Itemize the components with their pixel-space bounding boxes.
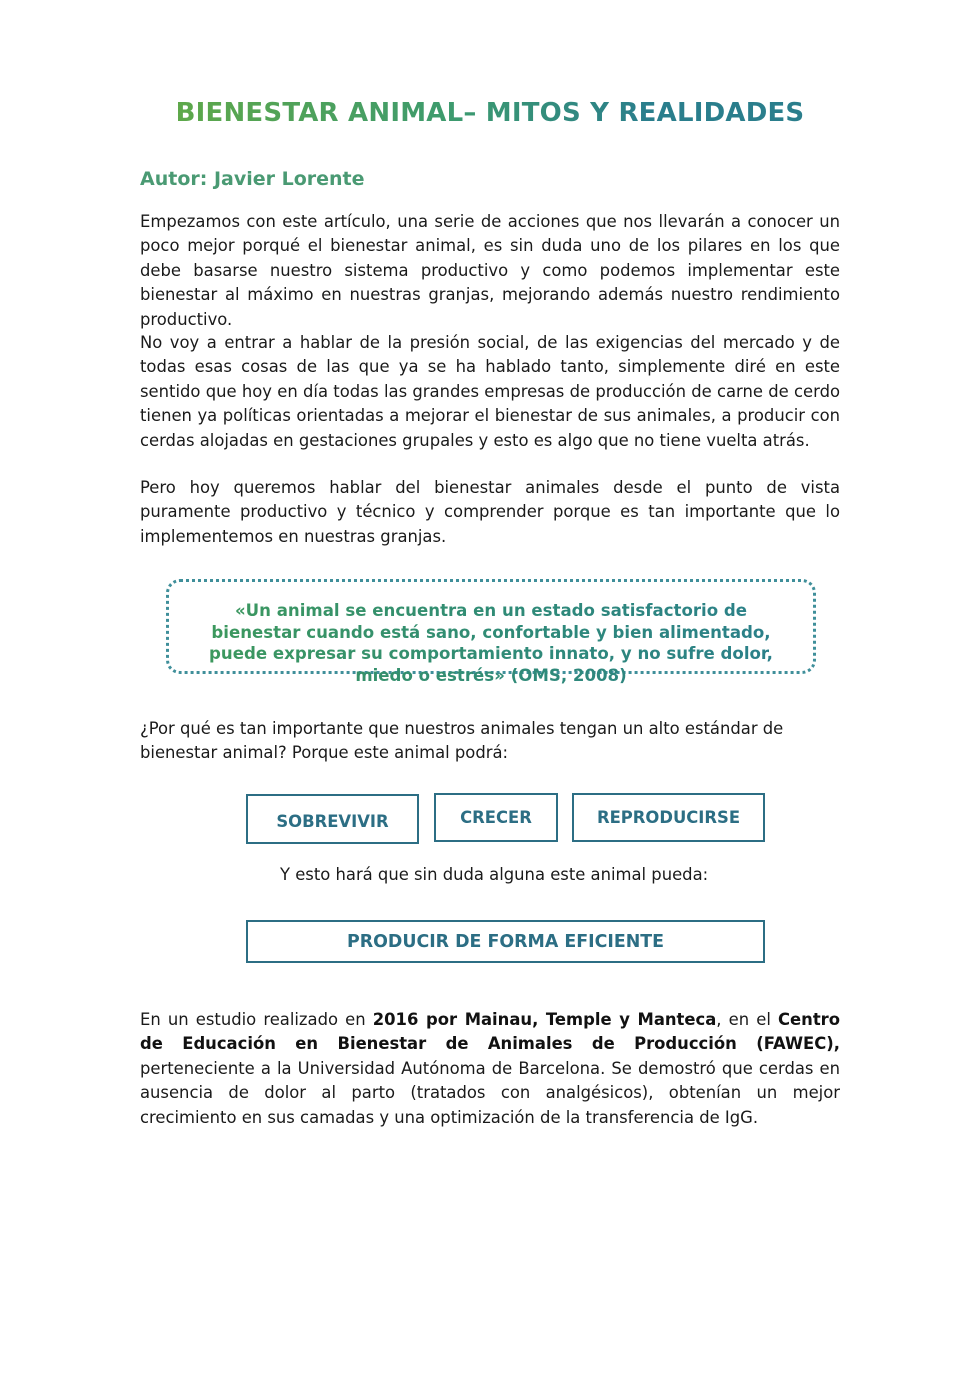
ability-box-crecer: CRECER: [434, 793, 558, 842]
ability-box-sobrevivir: SOBREVIVIR: [246, 794, 419, 844]
result-box-producir: PRODUCIR DE FORMA EFICIENTE: [246, 920, 765, 963]
author-line: Autor: Javier Lorente: [140, 168, 365, 190]
ability-box-reproducirse: REPRODUCIRSE: [572, 793, 765, 842]
page-title: BIENESTAR ANIMAL– MITOS Y REALIDADES: [175, 98, 805, 128]
oms-quote: «Un animal se encuentra en un estado satisfactorio de bienestar cuando está sano, confortable y bien alimentado, puede expresar su comportamiento innato, y no sufre dolor, miedo o estrés» (OMS, 2008): [169, 600, 813, 686]
question-paragraph: ¿Por qué es tan importante que nuestros animales tengan un alto estándar de bienestar animal? Porque este animal podrá:: [140, 719, 784, 763]
quote-box: [166, 579, 816, 685]
study-paragraph: [140, 1008, 840, 1130]
paragraph-intro: Empezamos con este artículo, una serie de acciones que nos llevarán a conocer un poco mejor porqué el bienestar animal, es sin duda uno de los pilares en los que debe basarse nuestro sistema productivo y como podemos implementar este bienestar al máximo en nuestras granjas, mejorando además nuestro rendimiento productivo.: [140, 212, 840, 329]
study-authors: 2016 por Mainau, Temple y Manteca: [372, 1010, 717, 1029]
study-text-1: En un estudio realizado en: [140, 1010, 373, 1029]
study-text-2: , en el: [716, 1010, 778, 1029]
paragraph-social-pressure: No voy a entrar a hablar de la presión social, de las exigencias del mercado y de todas esas cosas de las que ya se ha hablado tanto, simplemente diré en este sentido que hoy en día todas las grandes empresas de producción de carne de cerdo tienen ya políticas orientadas a mejorar el bienestar de sus animales, a producir con cerdas alojadas en gestaciones grupales y esto es algo que no tiene vuelta atrás.: [140, 333, 840, 450]
title-wrapper: [0, 98, 980, 128]
consequence-line: Y esto hará que sin duda alguna este animal pueda:: [280, 865, 709, 884]
study-text-3: perteneciente a la Universidad Autónoma de Barcelona. Se demostró que cerdas en ausencia de dolor al parto (tratados con analgésicos), obtenían un mejor crecimiento en sus camadas y una optimización de la transferencia de IgG.: [140, 1058, 840, 1127]
paragraph-productive-view: Pero hoy queremos hablar del bienestar animales desde el punto de vista puramente productivo y técnico y comprender porque es tan importante que lo implementemos en nuestras granjas.: [140, 478, 840, 546]
study-center: Centro de Educación en Bienestar de Animales de Producción (FAWEC),: [140, 1010, 840, 1054]
